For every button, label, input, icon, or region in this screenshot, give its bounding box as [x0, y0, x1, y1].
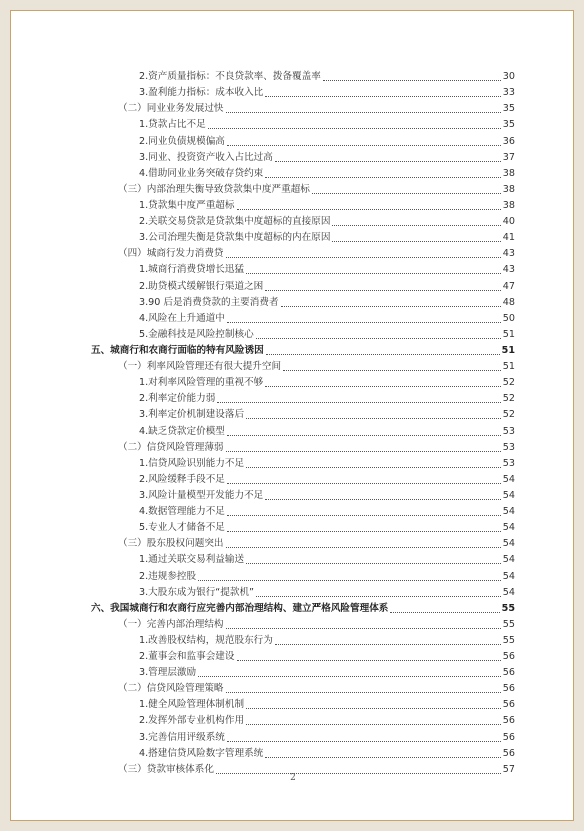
toc-entry-title: 2.利率定价能力弱	[139, 393, 216, 405]
toc-dot-leader	[227, 482, 501, 484]
toc-entry-title: 1.对利率风险管理的重视不够	[139, 377, 264, 389]
toc-subsection-entry[interactable]	[91, 311, 515, 327]
toc-entry-page: 51	[502, 328, 515, 340]
toc-subsection-entry[interactable]	[91, 552, 515, 568]
toc-dot-leader	[226, 691, 501, 693]
toc-entry-page: 56	[502, 731, 515, 743]
toc-entry-page: 41	[502, 232, 515, 244]
toc-subsection-entry[interactable]	[91, 665, 515, 681]
toc-dot-leader	[275, 160, 501, 162]
toc-subsection-entry[interactable]	[91, 69, 515, 85]
toc-subsection-entry[interactable]	[91, 230, 515, 246]
toc-entry-page: 57	[502, 763, 515, 775]
toc-entry-title: （二）信贷风险管理策略	[118, 683, 224, 695]
toc-entry-title: 4.风险在上升通道中	[139, 312, 225, 324]
toc-entry-title: 2.违规参控股	[139, 570, 197, 582]
toc-entry-title: 1.健全风险管理体制机制	[139, 699, 245, 711]
toc-entry-page: 56	[502, 747, 515, 759]
toc-entry-page: 51	[501, 344, 515, 356]
toc-subsection-entry[interactable]	[91, 633, 515, 649]
toc-subsection-entry[interactable]	[91, 568, 515, 584]
toc-subsection-entry[interactable]	[91, 697, 515, 713]
toc-subsection-entry[interactable]	[91, 150, 515, 166]
toc-dot-leader	[281, 305, 501, 307]
toc-entry-page: 40	[502, 216, 515, 228]
toc-entry-title: 4.数据管理能力不足	[139, 506, 225, 518]
toc-dot-leader	[227, 530, 501, 532]
toc-entry-page: 55	[502, 634, 515, 646]
toc-dot-leader	[390, 611, 499, 613]
toc-entry-page: 53	[502, 457, 515, 469]
toc-entry-title: 4.搭建信贷风险数字管理系统	[139, 747, 264, 759]
toc-entry-page: 56	[502, 651, 515, 663]
toc-dot-leader	[226, 546, 501, 548]
toc-entry-title: 3.管理层激励	[139, 667, 197, 679]
toc-subsection-entry[interactable]	[91, 488, 515, 504]
toc-entry-page: 38	[502, 167, 515, 179]
toc-subsection-entry[interactable]	[91, 85, 515, 101]
toc-entry-page: 56	[502, 715, 515, 727]
toc-dot-leader	[227, 514, 501, 516]
document-page	[10, 10, 574, 821]
toc-subsection-entry[interactable]	[91, 456, 515, 472]
toc-dot-leader	[256, 337, 501, 339]
toc-subsection-entry[interactable]	[91, 214, 515, 230]
toc-dot-leader	[265, 289, 501, 291]
toc-dot-leader	[256, 595, 501, 597]
toc-entry-title: 1.贷款集中度严重超标	[139, 199, 235, 211]
toc-dot-leader	[226, 111, 501, 113]
toc-entry-title: 1.城商行消费贷增长迅猛	[139, 264, 245, 276]
toc-subsection-entry[interactable]	[91, 117, 515, 133]
toc-entry-page: 54	[502, 506, 515, 518]
toc-entry-page: 36	[502, 135, 515, 147]
toc-dot-leader	[266, 353, 500, 355]
toc-dot-leader	[265, 498, 501, 500]
toc-entry-page: 33	[502, 87, 515, 99]
toc-entry-page: 50	[502, 312, 515, 324]
toc-entry-title: 1.贷款占比不足	[139, 119, 206, 131]
toc-entry-title: （一）完善内部治理结构	[118, 618, 224, 630]
toc-dot-leader	[312, 192, 501, 194]
toc-entry-title: （四）城商行发力消费贷	[118, 248, 224, 260]
toc-entry-title: 3.同业、投资资产收入占比过高	[139, 151, 273, 163]
toc-entry-page: 30	[502, 71, 515, 83]
toc-entry-title: 2.发挥外部专业机构作用	[139, 715, 245, 727]
toc-entry-page: 37	[502, 151, 515, 163]
toc-entry-title: 1.通过关联交易利益输送	[139, 554, 245, 566]
toc-section-entry[interactable]	[91, 536, 515, 552]
toc-dot-leader	[227, 321, 501, 323]
toc-entry-title: 3.利率定价机制建设落后	[139, 409, 245, 421]
toc-entry-page: 54	[502, 554, 515, 566]
toc-entry-title: 4.借助同业业务突破存贷约束	[139, 167, 264, 179]
toc-subsection-entry[interactable]	[91, 262, 515, 278]
toc-subsection-entry[interactable]	[91, 407, 515, 423]
toc-entry-title: 4.缺乏贷款定价模型	[139, 425, 225, 437]
toc-dot-leader	[227, 740, 501, 742]
toc-entry-page: 43	[502, 264, 515, 276]
toc-dot-leader	[227, 144, 501, 146]
toc-entry-page: 47	[502, 280, 515, 292]
toc-dot-leader	[237, 208, 501, 210]
toc-entry-page: 54	[502, 522, 515, 534]
toc-dot-leader	[217, 401, 500, 403]
toc-entry-page: 54	[502, 570, 515, 582]
toc-entry-page: 54	[502, 586, 515, 598]
toc-dot-leader	[323, 79, 501, 81]
toc-dot-leader	[198, 579, 501, 581]
toc-dot-leader	[265, 95, 501, 97]
toc-dot-leader	[246, 723, 501, 725]
toc-subsection-entry[interactable]	[91, 520, 515, 536]
toc-entry-title: 2.董事会和监事会建设	[139, 651, 235, 663]
toc-dot-leader	[226, 256, 501, 258]
toc-entry-title: 5.金融科技是风险控制核心	[139, 328, 254, 340]
toc-dot-leader	[237, 659, 501, 661]
toc-entry-page: 54	[502, 489, 515, 501]
toc-entry-page: 53	[502, 425, 515, 437]
toc-dot-leader	[246, 417, 501, 419]
toc-subsection-entry[interactable]	[91, 278, 515, 294]
toc-dot-leader	[246, 272, 501, 274]
toc-section-entry[interactable]	[91, 182, 515, 198]
toc-dot-leader	[246, 466, 501, 468]
toc-dot-leader	[226, 627, 501, 629]
toc-dot-leader	[283, 369, 501, 371]
toc-entry-title: （三）股东股权问题突出	[118, 538, 224, 550]
toc-entry-title: 2.风险缓释手段不足	[139, 473, 225, 485]
toc-entry-page: 55	[501, 602, 515, 614]
toc-subsection-entry[interactable]	[91, 295, 515, 311]
toc-entry-page: 43	[502, 248, 515, 260]
toc-dot-leader	[265, 385, 501, 387]
toc-subsection-entry[interactable]	[91, 198, 515, 214]
toc-section-entry[interactable]	[91, 101, 515, 117]
toc-dot-leader	[208, 127, 501, 129]
toc-entry-title: （三）贷款审核体系化	[118, 763, 214, 775]
toc-entry-title: 1.信贷风险识别能力不足	[139, 457, 245, 469]
toc-entry-title: 3.公司治理失衡是贷款集中度超标的内在原因	[139, 232, 331, 244]
toc-dot-leader	[246, 707, 501, 709]
toc-entry-page: 38	[502, 199, 515, 211]
toc-entry-page: 56	[502, 699, 515, 711]
toc-subsection-entry[interactable]	[91, 504, 515, 520]
toc-subsection-entry[interactable]	[91, 375, 515, 391]
toc-subsection-entry[interactable]	[91, 166, 515, 182]
toc-entry-title: 2.资产质量指标：不良贷款率、拨备覆盖率	[139, 71, 321, 83]
toc-chapter-entry[interactable]	[91, 343, 515, 359]
page-number: 2	[290, 773, 296, 783]
toc-subsection-entry[interactable]	[91, 391, 515, 407]
toc-entry-page: 52	[502, 393, 515, 405]
toc-entry-page: 51	[502, 361, 515, 373]
toc-entry-page: 52	[502, 409, 515, 421]
toc-entry-title: 3.90 后是消费贷款的主要消费者	[139, 296, 279, 308]
toc-entry-page: 53	[502, 441, 515, 453]
toc-entry-title: （二）信贷风险管理薄弱	[118, 441, 224, 453]
toc-entry-page: 35	[502, 119, 515, 131]
toc-entry-page: 54	[502, 473, 515, 485]
toc-section-entry[interactable]	[91, 440, 515, 456]
toc-dot-leader	[275, 643, 501, 645]
toc-dot-leader	[227, 434, 501, 436]
toc-entry-title: （三）内部治理失衡导致贷款集中度严重超标	[118, 183, 310, 195]
toc-entry-page: 55	[502, 618, 515, 630]
toc-entry-title: 五、城商行和农商行面临的特有风险诱因	[91, 344, 264, 356]
toc-entry-title: 2.关联交易贷款是贷款集中度超标的直接原因	[139, 216, 331, 228]
toc-entry-title: 3.大股东成为银行“提款机”	[139, 586, 255, 598]
toc-entry-page: 48	[502, 296, 515, 308]
toc-entry-page: 38	[502, 183, 515, 195]
toc-dot-leader	[246, 562, 501, 564]
toc-chapter-entry[interactable]	[91, 601, 515, 617]
toc-entry-title: 六、我国城商行和农商行应完善内部治理结构、建立严格风险管理体系	[91, 602, 389, 614]
toc-entry-page: 56	[502, 667, 515, 679]
table-of-contents	[91, 69, 515, 778]
toc-dot-leader	[332, 224, 500, 226]
toc-section-entry[interactable]	[91, 681, 515, 697]
toc-entry-title: 2.助贷模式缓解银行渠道之困	[139, 280, 264, 292]
toc-dot-leader	[226, 450, 501, 452]
toc-entry-page: 35	[502, 103, 515, 115]
toc-entry-title: 3.完善信用评级系统	[139, 731, 225, 743]
toc-section-entry[interactable]	[91, 246, 515, 262]
toc-entry-title: 2.同业负债规模偏高	[139, 135, 225, 147]
toc-entry-page: 52	[502, 377, 515, 389]
toc-entry-title: 3.盈利能力指标：成本收入比	[139, 87, 264, 99]
toc-subsection-entry[interactable]	[91, 649, 515, 665]
toc-subsection-entry[interactable]	[91, 423, 515, 439]
toc-dot-leader	[265, 176, 501, 178]
toc-subsection-entry[interactable]	[91, 133, 515, 149]
toc-entry-title: 1.改善股权结构，规范股东行为	[139, 634, 273, 646]
toc-dot-leader	[198, 675, 501, 677]
toc-section-entry[interactable]	[91, 359, 515, 375]
toc-subsection-entry[interactable]	[91, 585, 515, 601]
toc-entry-page: 54	[502, 538, 515, 550]
toc-entry-title: 3.风险计量模型开发能力不足	[139, 489, 264, 501]
toc-entry-page: 56	[502, 683, 515, 695]
toc-subsection-entry[interactable]	[91, 729, 515, 745]
toc-subsection-entry[interactable]	[91, 472, 515, 488]
toc-entry-title: 5.专业人才储备不足	[139, 522, 225, 534]
toc-subsection-entry[interactable]	[91, 713, 515, 729]
toc-subsection-entry[interactable]	[91, 746, 515, 762]
toc-section-entry[interactable]	[91, 617, 515, 633]
toc-subsection-entry[interactable]	[91, 327, 515, 343]
toc-entry-title: （一）利率风险管理还有很大提升空间	[118, 361, 282, 373]
toc-dot-leader	[265, 756, 501, 758]
toc-dot-leader	[332, 240, 500, 242]
toc-entry-title: （二）同业业务发展过快	[118, 103, 224, 115]
